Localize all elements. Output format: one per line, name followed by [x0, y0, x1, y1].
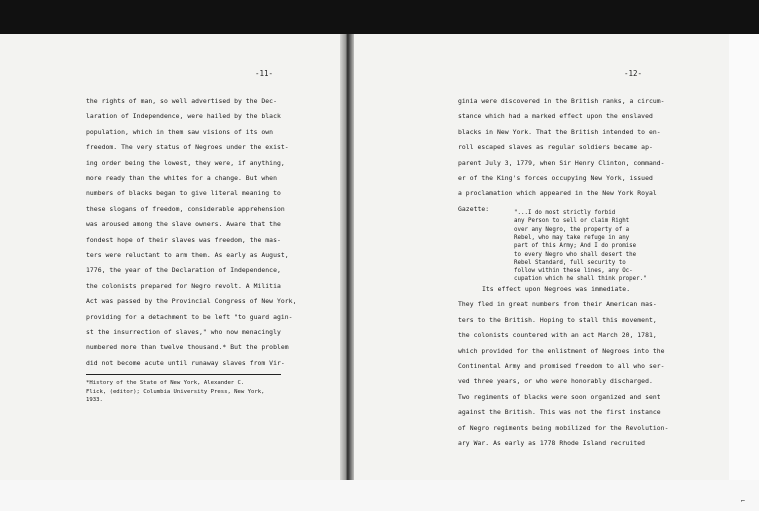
text-line: numbers of blacks began to give literal meaning to	[86, 189, 281, 198]
text-line: Continental Army and promised freedom to all who ser-	[458, 362, 665, 370]
quote-line: to every Negro who shall desert the	[514, 251, 637, 258]
text-line: Two regiments of blacks were soon organized and sent	[458, 392, 661, 401]
footnote-line: *History of the State of New York, Alexander C.	[86, 380, 245, 386]
text-line: numbered more than twelve thousand.* But the problem	[86, 343, 289, 352]
text-line: the rights of man, so well advertised by the Dec-	[86, 97, 277, 105]
text-line: of Negro regiments being mobilized for the Revolution-	[458, 423, 669, 432]
text-line: these slogans of freedom, considerable apprehension	[86, 204, 285, 213]
text-line: 1776, the year of the Declaration of Independence,	[86, 266, 281, 275]
text-line: more ready than the whites for a change. But when	[86, 174, 277, 182]
quote-line: over any Negro, the property of a	[514, 226, 630, 233]
footnote-line: Flick, (editor); Columbia University Press, New York,	[86, 388, 265, 395]
text-line: did not become acute until runaway slaves from Vir-	[86, 358, 285, 367]
corner-mark: ⌐	[740, 497, 745, 505]
text-line: a proclamation which appeared in the New York Royal	[458, 189, 657, 198]
left-page	[0, 34, 348, 480]
text-line: the colonists countered with an act March 20, 1781,	[458, 331, 657, 340]
text-line: population, which in them saw visions of its own	[86, 127, 274, 136]
text-line: parent July 3, 1779, when Sir Henry Clinton, command-	[458, 158, 665, 167]
text-line: laration of Independence, were hailed by the black	[86, 112, 281, 121]
quote-line: any Person to sell or claim Right	[514, 218, 630, 225]
text-line: st the insurrection of slaves," who now menacingly	[86, 328, 281, 336]
quote-line: Rebel Standard, full security to	[514, 259, 626, 266]
right-page	[354, 34, 729, 480]
quote-line: "...I do most strictly forbid	[514, 210, 616, 216]
text-line: was aroused among the slave owners. Aware that the	[86, 220, 281, 229]
text-line: ginia were discovered in the British ranks, a circum-	[458, 97, 665, 105]
text-line: Act was passed by the Provincial Congress of New York,	[86, 297, 297, 306]
text-line: which provided for the enlistment of Negroes into the	[458, 346, 665, 355]
text-line: ters were reluctant to arm them. As early as August,	[86, 251, 289, 259]
text-line: roll escaped slaves as regular soldiers became ap-	[458, 143, 653, 152]
book-gutter	[340, 34, 354, 480]
text-line: ing order being the lowest, they were, if anything,	[86, 158, 285, 167]
scan-bottom-border	[0, 480, 759, 511]
quote-line: follow within these lines, any Oc-	[514, 268, 633, 275]
text-line: Its effect upon Negroes was immediate.	[482, 285, 631, 293]
text-line: ved three years, or who were honorably discharged.	[458, 377, 653, 386]
footnote-rule	[86, 374, 281, 375]
text-line: They fled in great numbers from their American mas-	[458, 300, 657, 309]
page-number: -11-	[255, 69, 274, 78]
scan-right-edge	[729, 34, 759, 480]
text-line: er of the King's forces occupying New York, issued	[458, 174, 653, 182]
quote-line: part of this Army; And I do promise	[514, 243, 637, 250]
text-line: fondest hope of their slaves was freedom, the mas-	[86, 235, 281, 244]
quote-line: cupation which he shall think proper."	[514, 276, 647, 283]
text-line: Gazette:	[458, 204, 490, 213]
page-number: -12-	[624, 69, 643, 78]
text-line: ters to the British. Hoping to stall this movement,	[458, 315, 657, 324]
text-line: blacks in New York. That the British intended to en-	[458, 127, 661, 136]
text-line: stance which had a marked effect upon the enslaved	[458, 112, 653, 121]
scan-top-border	[0, 0, 759, 34]
footnote-line: 1933.	[86, 397, 103, 403]
text-line: freedom. The very status of Negroes under the exist-	[86, 143, 289, 152]
text-line: the colonists prepared for Negro revolt. A Militia	[86, 281, 281, 290]
text-line: ary War. As early as 1778 Rhode Island recruited	[458, 439, 646, 447]
text-line: against the British. This was not the first instance	[458, 408, 661, 417]
text-line: providing for a detachment to be left "to guard agin-	[86, 312, 293, 321]
quote-line: Rebel, who may take refuge in any	[514, 234, 630, 241]
